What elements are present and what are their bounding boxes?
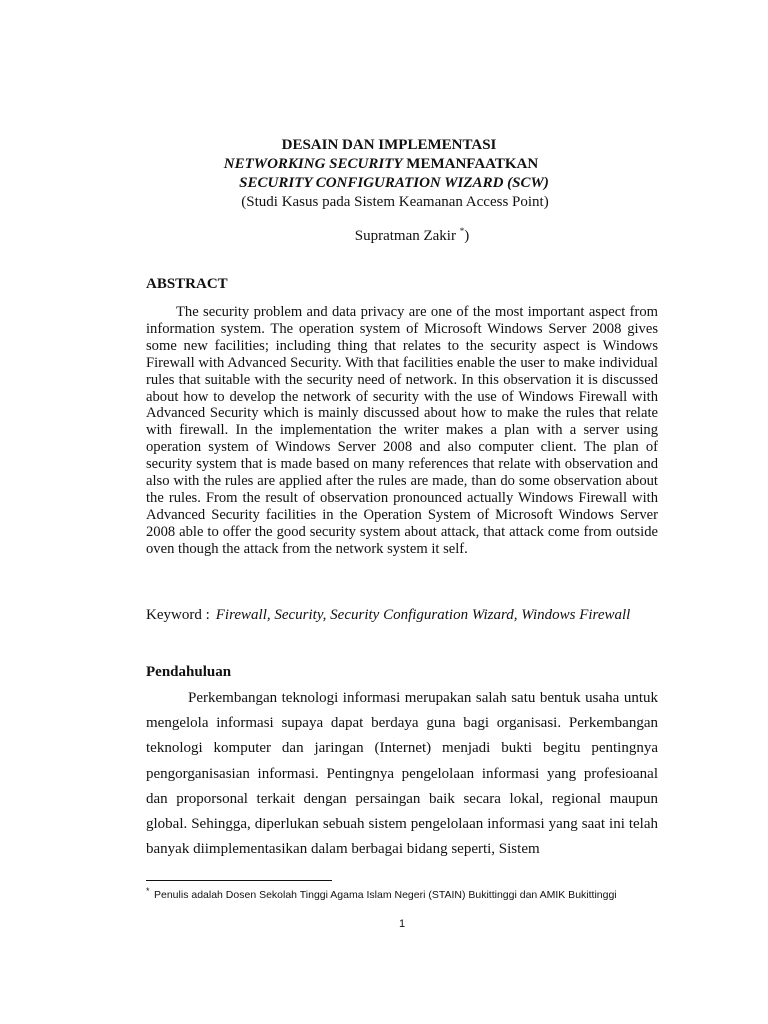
keyword-line — [146, 607, 630, 624]
paper-title — [0, 136, 768, 212]
title-line-2-italic: NETWORKING SECURITY — [223, 156, 403, 172]
title-line-2 — [0, 155, 768, 174]
title-line-4-subtitle: (Studi Kasus pada Sistem Keamanan Access Point) — [241, 194, 549, 210]
author-name: Supratman Zakir — [354, 228, 460, 244]
author-line — [28, 226, 768, 245]
keyword-values: Firewall, Security, Security Configuration Wizard, Windows Firewall — [215, 607, 631, 623]
title-line-3: SECURITY CONFIGURATION WIZARD (SCW) — [239, 175, 549, 191]
abstract-heading: ABSTRACT — [146, 276, 228, 292]
author-close-paren: ) — [464, 228, 470, 244]
footnote-text: Penulis adalah Dosen Sekolah Tinggi Agama Islam Negeri (STAIN) Bukittinggi dan AMIK Bukittinggi — [154, 889, 617, 901]
introduction-body: Perkembangan teknologi informasi merupakan salah satu bentuk usaha untuk mengelola informasi supaya dapat berdaya guna bagi organisasi. Perkembangan teknologi komputer dan jaringan (Internet) menjadi bukti begitu pentingnya pengorganisasian informasi. Pentingnya pengelolaan informasi yang profesioanal dan proporsonal terkait dengan persaingan baik secara lokal, regional maupun global. Sehingga, diperlukan sebuah sistem pengelolaan informasi yang saat ini telah banyak diimplementasikan dalam berbagai bidang seperti, Sistem — [146, 690, 658, 858]
author-footnote-mark: * — [459, 226, 465, 236]
title-line-1: DESAIN DAN IMPLEMENTASI — [281, 137, 497, 153]
page-number: 1 — [398, 918, 406, 930]
footnote — [146, 887, 646, 903]
footnote-mark: * — [146, 886, 150, 896]
abstract-body: The security problem and data privacy are one of the most important aspect from information system. The operation system of Microsoft Windows Server 2008 gives some new facilities; including thing that relates to the security aspect is Windows Firewall with Advanced Security. With that facilities enable the user to make individual rules that suitable with the security need of network. In this observation it is discussed about how to develop the network of security with the use of Windows Firewall with Advanced Security which is mainly discussed about how to make the rules that relate with firewall. In the implementation the writer makes a plan with a server using operation system of Windows Server 2008 and also computer client. The plan of security system that is made based on many references that relate with observation and also with the rules are applied after the rules are made, than do some observation about the rules. From the result of observation pronounced actually Windows Firewall with Advanced Security facilities in the Operation System of Microsoft Windows Server 2008 able to offer the good security system about attack, that attack come from outside oven though the attack from the network system it self. — [146, 304, 658, 557]
title-line-2-rest: MEMANFAATKAN — [402, 156, 539, 172]
section-heading-pendahuluan: Pendahuluan — [146, 664, 232, 680]
footnote-separator — [146, 880, 332, 881]
keyword-label: Keyword : — [146, 607, 210, 623]
